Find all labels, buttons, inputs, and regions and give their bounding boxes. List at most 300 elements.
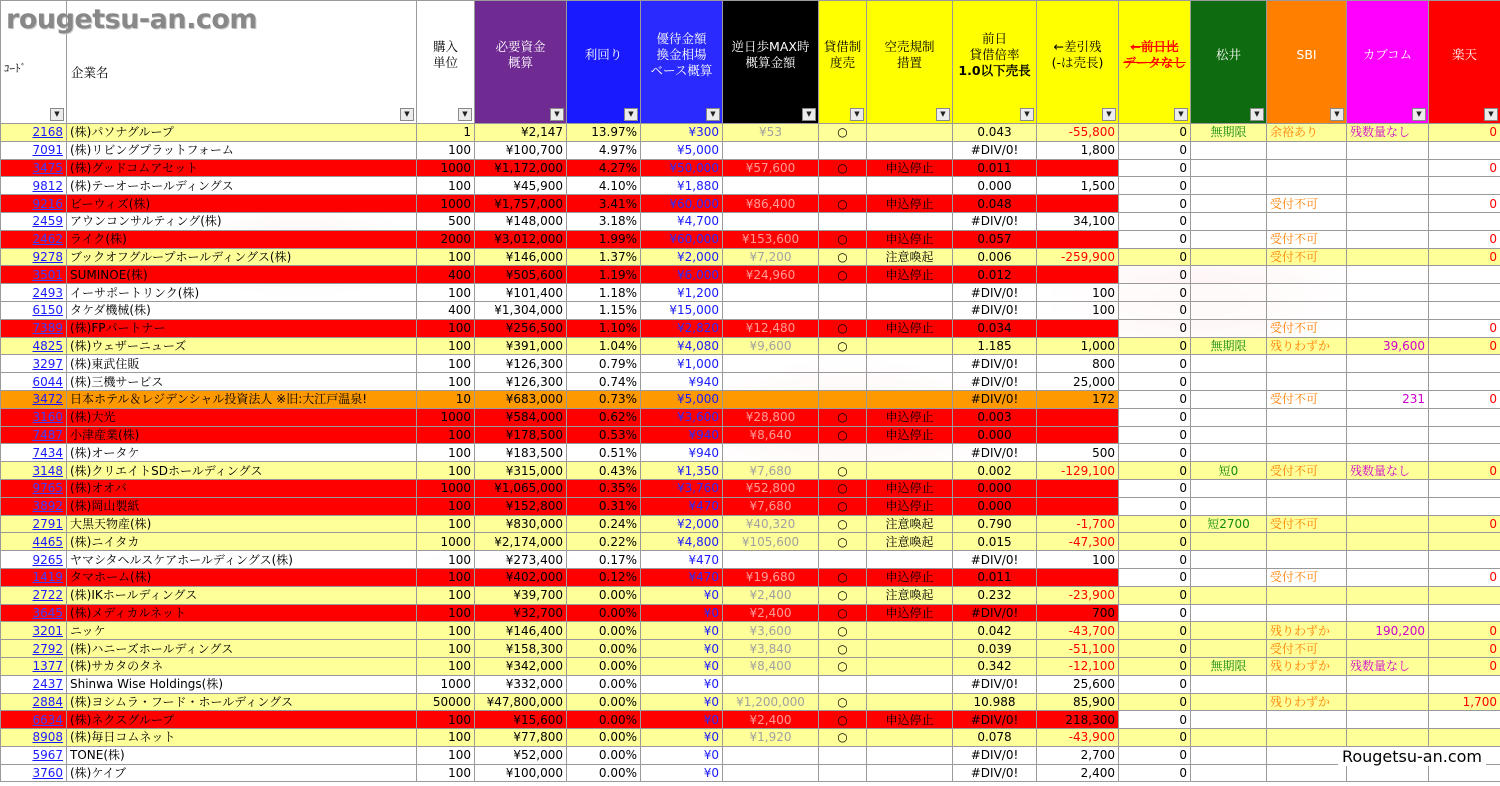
header-matsui-label: 松井 [1215, 47, 1241, 62]
cell-company-name: ライク(株) [67, 230, 417, 248]
cell-diff: 700 [1037, 604, 1119, 622]
cell-code[interactable]: 2722 [1, 586, 67, 604]
table-row [1, 746, 1500, 764]
filter-dropdown-icon[interactable]: ▼ [936, 108, 950, 121]
cell-gyakuhibu [723, 141, 819, 159]
cell-kabucom [1347, 497, 1429, 515]
cell-karauri: 申込停止 [867, 319, 953, 337]
cell-prev: 0 [1119, 319, 1191, 337]
cell-benefit: ¥470 [641, 551, 723, 569]
cell-code[interactable]: 2792 [1, 640, 67, 658]
cell-taishaku [819, 284, 867, 302]
cell-ratio: #DIV/0! [953, 390, 1037, 408]
cell-taishaku [819, 764, 867, 782]
cell-rakuten: 0 [1429, 319, 1500, 337]
cell-karauri: 申込停止 [867, 408, 953, 426]
cell-unit: 400 [417, 266, 475, 284]
cell-ratio: #DIV/0! [953, 355, 1037, 373]
cell-yield: 0.74% [567, 373, 641, 391]
cell-unit: 400 [417, 301, 475, 319]
cell-matsui [1191, 408, 1267, 426]
cell-prev: 0 [1119, 195, 1191, 213]
cell-benefit: ¥0 [641, 729, 723, 747]
table-row [1, 462, 1500, 480]
cell-taishaku: ○ [819, 124, 867, 142]
cell-matsui [1191, 764, 1267, 782]
cell-taishaku [819, 355, 867, 373]
cell-ratio: 0.000 [953, 497, 1037, 515]
cell-karauri: 申込停止 [867, 230, 953, 248]
cell-diff: 34,100 [1037, 212, 1119, 230]
header-taishaku-label: 貸借制 度売 [823, 39, 862, 70]
table-row [1, 693, 1500, 711]
cell-taishaku [819, 675, 867, 693]
cell-diff: 25,600 [1037, 675, 1119, 693]
cell-prev: 0 [1119, 551, 1191, 569]
cell-yield: 4.27% [567, 159, 641, 177]
cell-rakuten [1429, 177, 1500, 195]
cell-code[interactable]: 3645 [1, 604, 67, 622]
cell-company-name: (株)メディカルネット [67, 604, 417, 622]
cell-matsui [1191, 230, 1267, 248]
cell-capital: ¥45,900 [475, 177, 567, 195]
cell-company-name: (株)三機サービス [67, 373, 417, 391]
filter-dropdown-icon[interactable]: ▼ [850, 108, 864, 121]
cell-karauri [867, 657, 953, 675]
cell-code[interactable]: 8908 [1, 729, 67, 747]
cell-yield: 0.31% [567, 497, 641, 515]
cell-code[interactable]: 2462 [1, 230, 67, 248]
cell-ratio: 0.048 [953, 195, 1037, 213]
cell-rakuten: 1,700 [1429, 693, 1500, 711]
cell-yield: 0.00% [567, 640, 641, 658]
cell-unit: 100 [417, 284, 475, 302]
cell-code[interactable]: 9216 [1, 195, 67, 213]
cell-prev: 0 [1119, 373, 1191, 391]
cell-rakuten: 0 [1429, 622, 1500, 640]
cell-company-name: (株)IKホールディングス [67, 586, 417, 604]
cell-ratio: 0.000 [953, 177, 1037, 195]
table-row [1, 568, 1500, 586]
cell-sbi [1267, 604, 1347, 622]
cell-karauri [867, 141, 953, 159]
cell-gyakuhibu: ¥1,200,000 [723, 693, 819, 711]
cell-rakuten [1429, 533, 1500, 551]
cell-sbi: 残りわずか [1267, 337, 1347, 355]
cell-code[interactable]: 1377 [1, 657, 67, 675]
cell-ratio: 0.011 [953, 159, 1037, 177]
cell-karauri [867, 693, 953, 711]
cell-matsui: 短2700 [1191, 515, 1267, 533]
cell-gyakuhibu: ¥153,600 [723, 230, 819, 248]
cell-yield: 0.00% [567, 764, 641, 782]
cell-ratio: 0.006 [953, 248, 1037, 266]
cell-prev: 0 [1119, 729, 1191, 747]
filter-dropdown-icon[interactable]: ▼ [706, 108, 720, 121]
table-row [1, 426, 1500, 444]
cell-prev: 0 [1119, 622, 1191, 640]
cell-yield: 0.17% [567, 551, 641, 569]
header-kabucom-label: カブコム [1362, 47, 1413, 62]
filter-dropdown-icon[interactable]: ▼ [1250, 108, 1264, 121]
cell-capital: ¥342,000 [475, 657, 567, 675]
table-row [1, 177, 1500, 195]
cell-taishaku [819, 141, 867, 159]
cell-code[interactable]: 3475 [1, 159, 67, 177]
cell-company-name: SUMINOE(株) [67, 266, 417, 284]
cell-matsui [1191, 746, 1267, 764]
cell-taishaku [819, 746, 867, 764]
cell-matsui [1191, 284, 1267, 302]
table-row [1, 497, 1500, 515]
cell-rakuten: 0 [1429, 390, 1500, 408]
header-unit [417, 1, 475, 124]
cell-taishaku [819, 444, 867, 462]
cell-yield: 0.79% [567, 355, 641, 373]
cell-company-name: (株)大光 [67, 408, 417, 426]
cell-taishaku: ○ [819, 693, 867, 711]
cell-yield: 0.00% [567, 586, 641, 604]
cell-benefit: ¥470 [641, 568, 723, 586]
cell-rakuten: 0 [1429, 515, 1500, 533]
cell-code[interactable]: 2493 [1, 284, 67, 302]
cell-kabucom [1347, 729, 1429, 747]
cell-kabucom [1347, 159, 1429, 177]
cell-code[interactable]: 2168 [1, 124, 67, 142]
cell-gyakuhibu: ¥2,400 [723, 711, 819, 729]
cell-karauri [867, 355, 953, 373]
cell-kabucom: 190,200 [1347, 622, 1429, 640]
cell-gyakuhibu [723, 355, 819, 373]
cell-ratio: 1.185 [953, 337, 1037, 355]
filter-dropdown-icon[interactable]: ▼ [1020, 108, 1034, 121]
cell-code[interactable]: 3892 [1, 497, 67, 515]
cell-matsui [1191, 390, 1267, 408]
cell-rakuten [1429, 266, 1500, 284]
cell-code[interactable]: 2884 [1, 693, 67, 711]
cell-benefit: ¥5,000 [641, 390, 723, 408]
filter-dropdown-icon[interactable]: ▼ [1412, 108, 1426, 121]
cell-code[interactable]: 3201 [1, 622, 67, 640]
cell-company-name: アウンコンサルティング(株) [67, 212, 417, 230]
cell-matsui [1191, 373, 1267, 391]
cell-ratio: #DIV/0! [953, 746, 1037, 764]
cell-taishaku [819, 212, 867, 230]
cell-code[interactable]: 3160 [1, 408, 67, 426]
cell-karauri [867, 551, 953, 569]
cell-capital: ¥402,000 [475, 568, 567, 586]
cell-code[interactable]: 4825 [1, 337, 67, 355]
cell-kabucom [1347, 586, 1429, 604]
cell-company-name: タケダ機械(株) [67, 301, 417, 319]
cell-capital: ¥146,400 [475, 622, 567, 640]
filter-dropdown-icon[interactable]: ▼ [400, 108, 414, 121]
table-row [1, 479, 1500, 497]
cell-kabucom: 残数量なし [1347, 124, 1429, 142]
cell-gyakuhibu: ¥7,200 [723, 248, 819, 266]
cell-diff [1037, 568, 1119, 586]
cell-unit: 100 [417, 746, 475, 764]
cell-taishaku [819, 301, 867, 319]
cell-capital: ¥830,000 [475, 515, 567, 533]
cell-taishaku: ○ [819, 497, 867, 515]
cell-sbi [1267, 746, 1347, 764]
filter-dropdown-icon[interactable]: ▼ [1174, 108, 1188, 121]
cell-code[interactable]: 7434 [1, 444, 67, 462]
cell-capital: ¥32,700 [475, 604, 567, 622]
cell-karauri: 注意喚起 [867, 533, 953, 551]
cell-sbi: 受付不可 [1267, 230, 1347, 248]
cell-taishaku: ○ [819, 479, 867, 497]
cell-code[interactable]: 2459 [1, 212, 67, 230]
cell-gyakuhibu: ¥2,400 [723, 586, 819, 604]
cell-sbi [1267, 212, 1347, 230]
cell-code[interactable]: 9265 [1, 551, 67, 569]
cell-matsui: 無期限 [1191, 124, 1267, 142]
cell-diff: 100 [1037, 551, 1119, 569]
cell-kabucom: 231 [1347, 390, 1429, 408]
cell-kabucom [1347, 212, 1429, 230]
cell-taishaku: ○ [819, 159, 867, 177]
filter-dropdown-icon[interactable]: ▼ [458, 108, 472, 121]
cell-capital: ¥332,000 [475, 675, 567, 693]
cell-kabucom [1347, 444, 1429, 462]
cell-company-name: Shinwa Wise Holdings(株) [67, 675, 417, 693]
cell-yield: 1.37% [567, 248, 641, 266]
table-row [1, 408, 1500, 426]
header-unit-label: 購入 単位 [432, 39, 458, 70]
cell-prev: 0 [1119, 746, 1191, 764]
cell-prev: 0 [1119, 159, 1191, 177]
cell-code[interactable]: 6044 [1, 373, 67, 391]
cell-ratio: 0.039 [953, 640, 1037, 658]
cell-taishaku: ○ [819, 248, 867, 266]
cell-unit: 100 [417, 586, 475, 604]
cell-rakuten [1429, 675, 1500, 693]
cell-company-name: (株)ネクスグループ [67, 711, 417, 729]
cell-rakuten [1429, 373, 1500, 391]
table-row [1, 266, 1500, 284]
cell-sbi [1267, 764, 1347, 782]
cell-rakuten [1429, 355, 1500, 373]
cell-diff: 1,500 [1037, 177, 1119, 195]
cell-sbi [1267, 586, 1347, 604]
cell-sbi: 残りわずか [1267, 622, 1347, 640]
header-yield [567, 1, 641, 124]
cell-gyakuhibu: ¥105,600 [723, 533, 819, 551]
cell-code[interactable]: 9812 [1, 177, 67, 195]
cell-code[interactable]: 5967 [1, 746, 67, 764]
cell-unit: 100 [417, 640, 475, 658]
cell-prev: 0 [1119, 355, 1191, 373]
cell-gyakuhibu: ¥1,920 [723, 729, 819, 747]
cell-ratio: 0.015 [953, 533, 1037, 551]
cell-gyakuhibu [723, 284, 819, 302]
cell-ratio: 0.034 [953, 319, 1037, 337]
table-row [1, 711, 1500, 729]
cell-prev: 0 [1119, 177, 1191, 195]
filter-dropdown-icon[interactable]: ▼ [802, 108, 816, 121]
cell-prev: 0 [1119, 284, 1191, 302]
cell-code[interactable]: 3472 [1, 390, 67, 408]
cell-code[interactable]: 2437 [1, 675, 67, 693]
cell-gyakuhibu [723, 390, 819, 408]
cell-code[interactable]: 9765 [1, 479, 67, 497]
cell-company-name: (株)サカタのタネ [67, 657, 417, 675]
cell-kabucom [1347, 711, 1429, 729]
cell-diff: -43,900 [1037, 729, 1119, 747]
cell-capital: ¥273,400 [475, 551, 567, 569]
cell-taishaku [819, 390, 867, 408]
cell-code[interactable]: 4465 [1, 533, 67, 551]
cell-code[interactable]: 3148 [1, 462, 67, 480]
cell-karauri [867, 124, 953, 142]
cell-ratio: 0.078 [953, 729, 1037, 747]
cell-unit: 1000 [417, 675, 475, 693]
cell-sbi [1267, 266, 1347, 284]
cell-code[interactable]: 6150 [1, 301, 67, 319]
cell-gyakuhibu: ¥28,800 [723, 408, 819, 426]
table-row [1, 124, 1500, 142]
cell-unit: 1000 [417, 408, 475, 426]
cell-company-name: ニッケ [67, 622, 417, 640]
header-benefit [641, 1, 723, 124]
cell-benefit: ¥0 [641, 622, 723, 640]
cell-benefit: ¥1,350 [641, 462, 723, 480]
cell-gyakuhibu [723, 551, 819, 569]
cell-kabucom [1347, 248, 1429, 266]
cell-karauri [867, 729, 953, 747]
cell-karauri [867, 390, 953, 408]
cell-kabucom [1347, 693, 1429, 711]
cell-rakuten [1429, 284, 1500, 302]
cell-matsui [1191, 711, 1267, 729]
filter-dropdown-icon[interactable]: ▼ [1484, 108, 1498, 121]
cell-prev: 0 [1119, 248, 1191, 266]
cell-karauri: 申込停止 [867, 479, 953, 497]
cell-kabucom [1347, 319, 1429, 337]
cell-sbi: 受付不可 [1267, 462, 1347, 480]
cell-sbi [1267, 729, 1347, 747]
header-taishaku [819, 1, 867, 124]
cell-ratio: #DIV/0! [953, 711, 1037, 729]
cell-company-name: (株)ハニーズホールディングス [67, 640, 417, 658]
cell-gyakuhibu: ¥19,680 [723, 568, 819, 586]
cell-capital: ¥126,300 [475, 373, 567, 391]
cell-code[interactable]: 9278 [1, 248, 67, 266]
cell-code[interactable]: 7091 [1, 141, 67, 159]
cell-yield: 4.10% [567, 177, 641, 195]
cell-sbi: 受付不可 [1267, 390, 1347, 408]
filter-dropdown-icon[interactable]: ▼ [1330, 108, 1344, 121]
cell-code[interactable]: 3760 [1, 764, 67, 782]
cell-taishaku: ○ [819, 462, 867, 480]
cell-benefit: ¥15,000 [641, 301, 723, 319]
header-karauri-label: 空売規制 措置 [884, 39, 935, 70]
cell-code[interactable]: 1419 [1, 568, 67, 586]
cell-kabucom [1347, 515, 1429, 533]
cell-unit: 100 [417, 462, 475, 480]
cell-yield: 1.04% [567, 337, 641, 355]
cell-diff: -47,300 [1037, 533, 1119, 551]
cell-capital: ¥2,174,000 [475, 533, 567, 551]
filter-dropdown-icon[interactable]: ▼ [1102, 108, 1116, 121]
cell-ratio: #DIV/0! [953, 604, 1037, 622]
cell-rakuten [1429, 301, 1500, 319]
cell-diff [1037, 266, 1119, 284]
filter-dropdown-icon[interactable]: ▼ [550, 108, 564, 121]
cell-capital: ¥3,012,000 [475, 230, 567, 248]
cell-prev: 0 [1119, 337, 1191, 355]
cell-diff: 2,400 [1037, 764, 1119, 782]
cell-diff [1037, 230, 1119, 248]
cell-diff [1037, 426, 1119, 444]
table-row [1, 622, 1500, 640]
cell-gyakuhibu: ¥12,480 [723, 319, 819, 337]
cell-sbi [1267, 284, 1347, 302]
cell-rakuten: 0 [1429, 195, 1500, 213]
cell-sbi: 受付不可 [1267, 319, 1347, 337]
filter-dropdown-icon[interactable]: ▼ [624, 108, 638, 121]
cell-code[interactable]: 3297 [1, 355, 67, 373]
cell-code[interactable]: 7487 [1, 426, 67, 444]
cell-gyakuhibu [723, 444, 819, 462]
cell-kabucom [1347, 533, 1429, 551]
cell-code[interactable]: 3501 [1, 266, 67, 284]
cell-prev: 0 [1119, 640, 1191, 658]
cell-yield: 0.00% [567, 746, 641, 764]
cell-capital: ¥39,700 [475, 586, 567, 604]
cell-sbi [1267, 177, 1347, 195]
cell-benefit: ¥0 [641, 711, 723, 729]
cell-matsui [1191, 355, 1267, 373]
cell-benefit: ¥0 [641, 675, 723, 693]
cell-taishaku: ○ [819, 729, 867, 747]
cell-code[interactable]: 6634 [1, 711, 67, 729]
cell-prev: 0 [1119, 657, 1191, 675]
cell-benefit: ¥0 [641, 764, 723, 782]
cell-matsui [1191, 551, 1267, 569]
header-prev [1119, 1, 1191, 124]
cell-benefit: ¥4,700 [641, 212, 723, 230]
cell-karauri: 申込停止 [867, 568, 953, 586]
cell-diff: -55,800 [1037, 124, 1119, 142]
cell-sbi [1267, 479, 1347, 497]
cell-kabucom [1347, 301, 1429, 319]
cell-gyakuhibu [723, 675, 819, 693]
cell-rakuten: 0 [1429, 462, 1500, 480]
cell-diff: 500 [1037, 444, 1119, 462]
cell-company-name: (株)リビングプラットフォーム [67, 141, 417, 159]
cell-taishaku: ○ [819, 515, 867, 533]
cell-company-name: (株)東武住販 [67, 355, 417, 373]
cell-code[interactable]: 7389 [1, 319, 67, 337]
cell-taishaku: ○ [819, 230, 867, 248]
cell-company-name: (株)FPパートナー [67, 319, 417, 337]
cell-taishaku: ○ [819, 640, 867, 658]
cell-company-name: 日本ホテル＆レジデンシャル投資法人 ※旧:大江戸温泉! [67, 390, 417, 408]
cell-taishaku [819, 177, 867, 195]
cell-matsui [1191, 497, 1267, 515]
table-row [1, 212, 1500, 230]
filter-dropdown-icon[interactable]: ▼ [50, 108, 64, 121]
header-capital [475, 1, 567, 124]
cell-yield: 0.00% [567, 622, 641, 640]
cell-prev: 0 [1119, 533, 1191, 551]
cell-karauri [867, 462, 953, 480]
cell-sbi [1267, 497, 1347, 515]
cell-code[interactable]: 2791 [1, 515, 67, 533]
